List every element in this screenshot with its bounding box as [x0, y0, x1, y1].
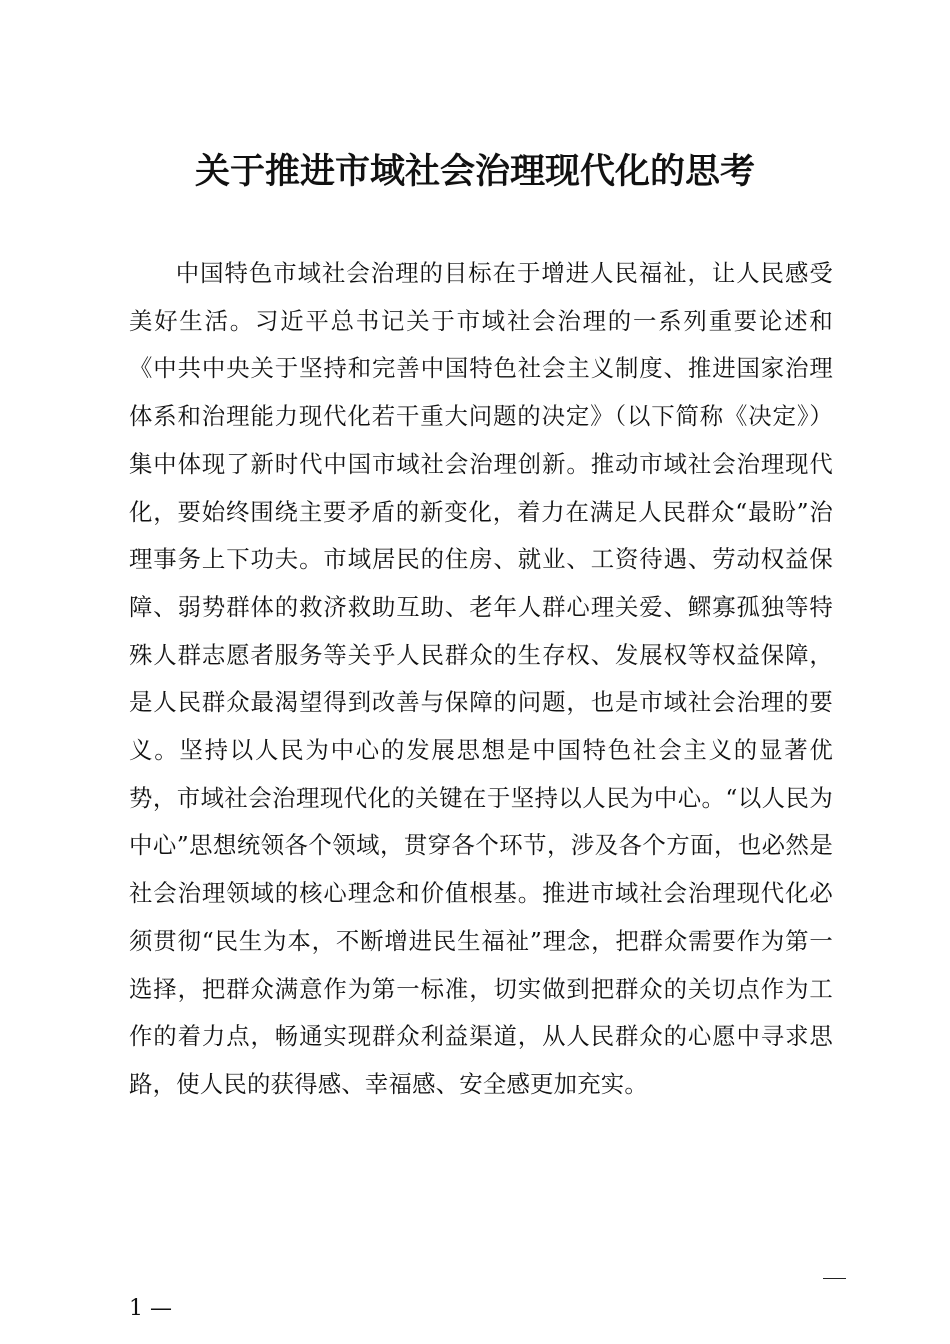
body-paragraph: 中国特色市域社会治理的目标在于增进人民福祉，让人民感受美好生活。习近平总书记关于市域社会治理的一系列重要论述和《中共中央关于坚持和完善中国特色社会主义制度、推进国家治理体系和治理能力现代化若干重大问题的决定》（以下简称《决定》）集中体现了新时代中国市域社会治理创新。推动市域社会治理现代化，要始终围绕主要矛盾的新变化，着力在满足人民群众“最盼”治理事务上下功夫。市域居民的住房、就业、工资待遇、劳动权益保障、弱势群体的救济救助互助、老年人群心理关爱、鳏寡孤独等特殊人群志愿者服务等关乎人民群众的生存权、发展权等权益保障，是人民群众最渴望得到改善与保障的问题，也是市域社会治理的要义。坚持以人民为中心的发展思想是中国特色社会主义的显著优势，市域社会治理现代化的关键在于坚持以人民为中心。“以人民为中心”思想统领各个领域，贯穿各个环节，涉及各个方面，也必然是社会治理领域的核心理念和价值根基。推进市域社会治理现代化必须贯彻“民生为本，不断增进民生福祉”理念，把群众需要作为第一选择，把群众满意作为第一标准，切实做到把群众的关切点作为工作的着力点，畅通实现群众利益渠道，从人民群众的心愿中寻求思路，使人民的获得感、幸福感、安全感更加充实。: [129, 259, 833, 1098]
footer-rule: [823, 1278, 846, 1279]
page-number: 1 —: [129, 1296, 172, 1321]
document-title: 关于推进市域社会治理现代化的思考: [194, 152, 755, 192]
